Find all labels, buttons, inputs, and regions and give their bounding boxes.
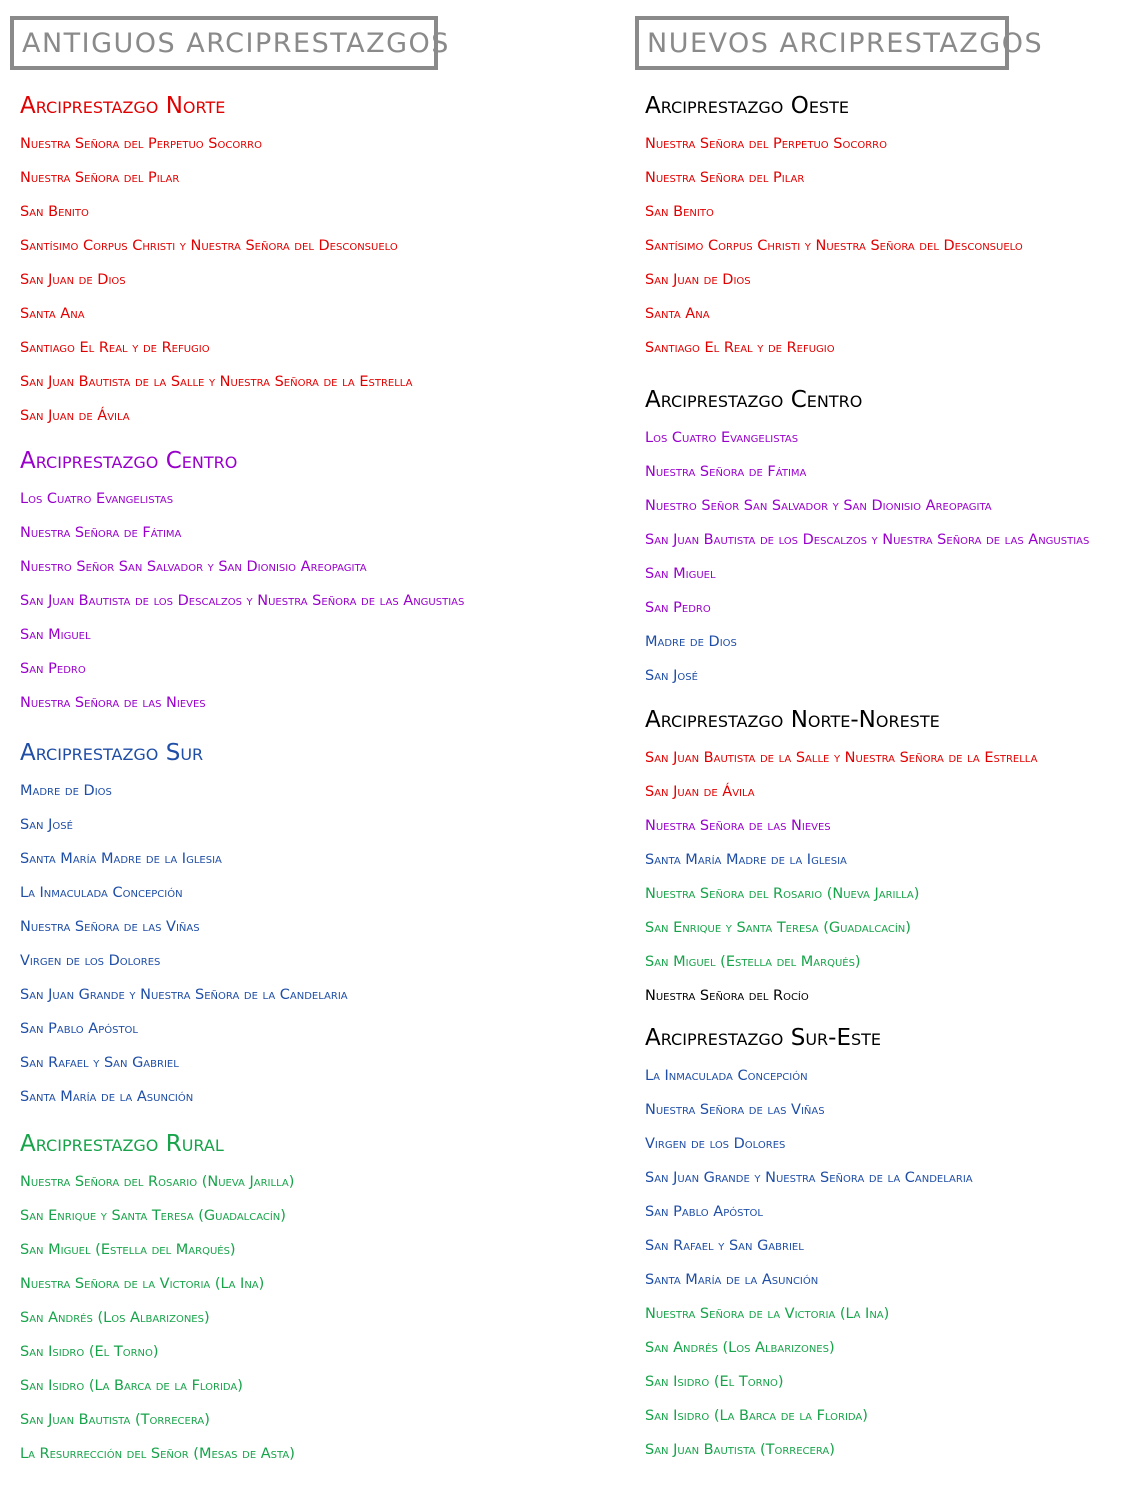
parish-list-item: San Rafael y San Gabriel	[645, 1238, 804, 1254]
parish-list-item: San Pablo Apóstol	[645, 1204, 763, 1220]
parish-list-item: San Juan Bautista de la Salle y Nuestra Señora de la Estrella	[20, 374, 413, 390]
parish-list-item: Santa María Madre de la Iglesia	[645, 852, 847, 868]
parish-list-item: San Juan Bautista de la Salle y Nuestra Señora de la Estrella	[645, 750, 1038, 766]
old-archpriestships-header: ANTIGUOS ARCIPRESTAZGOS	[10, 16, 438, 70]
parish-list-item: La Resurrección del Señor (Mesas de Asta)	[20, 1446, 295, 1462]
parish-list-item: San Andrés (Los Albarizones)	[645, 1340, 835, 1356]
parish-list-item: Nuestra Señora del Pilar	[645, 170, 805, 186]
left-section-title-arciprestazgo-sur: Arciprestazgo Sur	[20, 740, 204, 766]
parish-list-item: Santa Ana	[645, 306, 710, 322]
parish-list-item: San Juan de Ávila	[645, 784, 755, 800]
left-section-title-arciprestazgo-centro: Arciprestazgo Centro	[20, 448, 238, 474]
right-section-title-arciprestazgo-oeste: Arciprestazgo Oeste	[645, 93, 849, 119]
parish-list-item: San Isidro (El Torno)	[645, 1374, 784, 1390]
parish-list-item: Nuestra Señora de la Victoria (La Ina)	[645, 1306, 890, 1322]
parish-list-item: Nuestra Señora del Rosario (Nueva Jarilla)	[645, 886, 920, 902]
right-section-title-arciprestazgo-norte-noreste: Arciprestazgo Norte-Noreste	[645, 707, 940, 733]
parish-list-item: San Miguel	[645, 566, 716, 582]
parish-list-item: Nuestra Señora del Rosario (Nueva Jarilla)	[20, 1174, 295, 1190]
parish-list-item: San Rafael y San Gabriel	[20, 1055, 179, 1071]
parish-list-item: San Pedro	[645, 600, 711, 616]
parish-list-item: San Juan Bautista de los Descalzos y Nuestra Señora de las Angustias	[20, 593, 465, 609]
parish-list-item: Santa María Madre de la Iglesia	[20, 851, 222, 867]
parish-list-item: San Juan Bautista (Torrecera)	[20, 1412, 210, 1428]
parish-list-item: San Juan Bautista (Torrecera)	[645, 1442, 835, 1458]
parish-list-item: San Enrique y Santa Teresa (Guadalcacín)	[645, 920, 911, 936]
parish-list-item: San Andrés (Los Albarizones)	[20, 1310, 210, 1326]
parish-list-item: San Juan de Dios	[645, 272, 751, 288]
parish-list-item: San Juan Grande y Nuestra Señora de la Candelaria	[20, 987, 348, 1003]
parish-list-item: Nuestra Señora de las Viñas	[645, 1102, 825, 1118]
parish-list-item: San Isidro (El Torno)	[20, 1344, 159, 1360]
left-section-title-arciprestazgo-rural: Arciprestazgo Rural	[20, 1131, 224, 1157]
parish-list-item: Santa María de la Asunción	[20, 1089, 194, 1105]
parish-list-item: San Isidro (La Barca de la Florida)	[645, 1408, 868, 1424]
parish-list-item: Nuestra Señora del Pilar	[20, 170, 180, 186]
parish-list-item: La Inmaculada Concepción	[645, 1068, 808, 1084]
parish-list-item: Nuestra Señora de Fátima	[20, 525, 182, 541]
parish-list-item: Nuestra Señora de las Viñas	[20, 919, 200, 935]
parish-list-item: Los Cuatro Evangelistas	[20, 491, 174, 507]
parish-list-item: San Benito	[20, 204, 89, 220]
parish-list-item: La Inmaculada Concepción	[20, 885, 183, 901]
parish-list-item: San Benito	[645, 204, 714, 220]
parish-list-item: Santiago El Real y de Refugio	[645, 340, 835, 356]
parish-list-item: Nuestra Señora del Perpetuo Socorro	[20, 136, 262, 152]
parish-list-item: Virgen de los Dolores	[645, 1136, 786, 1152]
parish-list-item: Nuestro Señor San Salvador y San Dionisio Areopagita	[645, 498, 992, 514]
right-section-title-arciprestazgo-centro: Arciprestazgo Centro	[645, 387, 863, 413]
parish-list-item: Santiago El Real y de Refugio	[20, 340, 210, 356]
left-section-title-arciprestazgo-norte: Arciprestazgo Norte	[20, 93, 226, 119]
parish-list-item: Madre de Dios	[645, 634, 737, 650]
parish-list-item: Virgen de los Dolores	[20, 953, 161, 969]
parish-list-item: Nuestra Señora de las Nieves	[20, 695, 206, 711]
parish-list-item: San Miguel (Estella del Marqués)	[20, 1242, 236, 1258]
parish-list-item: San Juan de Ávila	[20, 408, 130, 424]
parish-list-item: Nuestra Señora de las Nieves	[645, 818, 831, 834]
parish-list-item: Santísimo Corpus Christi y Nuestra Señora del Desconsuelo	[20, 238, 398, 254]
parish-list-item: Los Cuatro Evangelistas	[645, 430, 799, 446]
parish-list-item: San Pablo Apóstol	[20, 1021, 138, 1037]
parish-list-item: San Juan Bautista de los Descalzos y Nuestra Señora de las Angustias	[645, 532, 1090, 548]
new-archpriestships-header: NUEVOS ARCIPRESTAZGOS	[635, 16, 1009, 70]
parish-list-item: San Juan de Dios	[20, 272, 126, 288]
parish-list-item: Santa María de la Asunción	[645, 1272, 819, 1288]
parish-list-item: Nuestra Señora del Rocío	[645, 988, 809, 1004]
parish-list-item: Santísimo Corpus Christi y Nuestra Señora del Desconsuelo	[645, 238, 1023, 254]
parish-list-item: San José	[645, 668, 698, 684]
parish-list-item: San Isidro (La Barca de la Florida)	[20, 1378, 243, 1394]
parish-list-item: Nuestro Señor San Salvador y San Dionisio Areopagita	[20, 559, 367, 575]
parish-list-item: Nuestra Señora del Perpetuo Socorro	[645, 136, 887, 152]
parish-list-item: San Enrique y Santa Teresa (Guadalcacín)	[20, 1208, 286, 1224]
parish-list-item: San José	[20, 817, 73, 833]
parish-list-item: Santa Ana	[20, 306, 85, 322]
parish-list-item: San Miguel (Estella del Marqués)	[645, 954, 861, 970]
parish-list-item: San Miguel	[20, 627, 91, 643]
parish-list-item: Nuestra Señora de la Victoria (La Ina)	[20, 1276, 265, 1292]
parish-list-item: San Juan Grande y Nuestra Señora de la Candelaria	[645, 1170, 973, 1186]
parish-list-item: Nuestra Señora de Fátima	[645, 464, 807, 480]
parish-list-item: San Pedro	[20, 661, 86, 677]
right-section-title-arciprestazgo-sur-este: Arciprestazgo Sur-Este	[645, 1025, 882, 1051]
parish-list-item: Madre de Dios	[20, 783, 112, 799]
